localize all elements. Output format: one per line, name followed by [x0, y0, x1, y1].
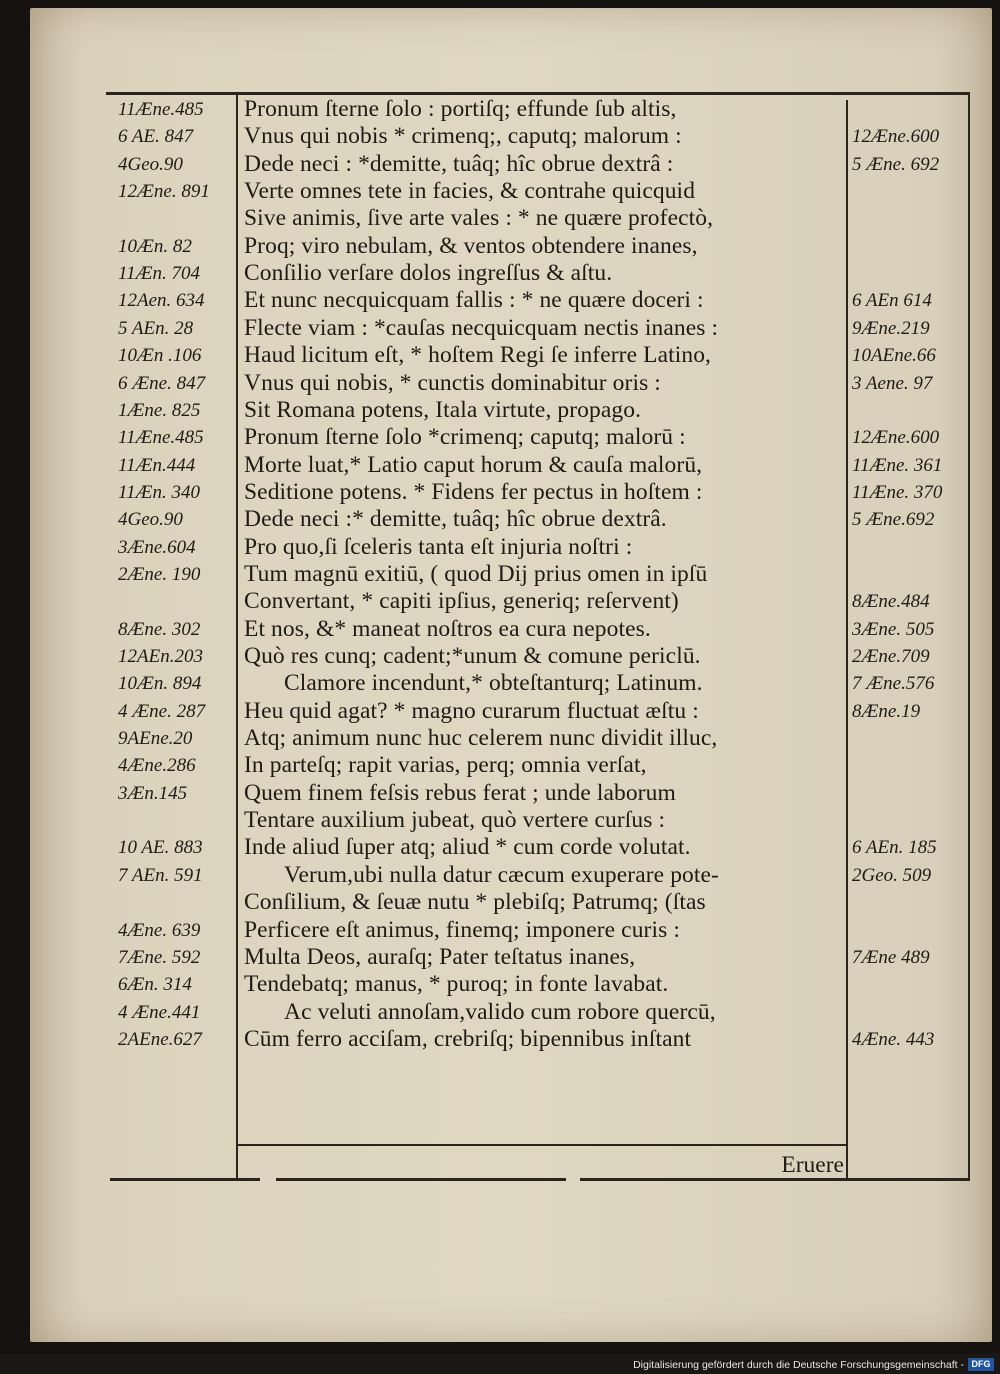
verse-row	[0, 561, 1000, 588]
right-margin-reference: 11Æne. 370	[852, 481, 943, 503]
verse-line: Cūm ferro acciſam, crebriſq; bipennibus inſtant	[244, 1025, 692, 1052]
right-margin-reference: 2Geo. 509	[852, 864, 932, 886]
verse-row	[0, 616, 1000, 643]
verse-row	[0, 260, 1000, 287]
verse-row	[0, 643, 1000, 670]
left-margin-reference: 12Æne. 891	[118, 181, 210, 203]
bottom-inner-rule	[236, 1144, 846, 1146]
verse-line: Dede neci : *demitte, tuâq; hîc obrue dextrâ :	[244, 150, 674, 177]
verse-line: Sive animis, ſive arte vales : * ne quære profectò,	[244, 205, 714, 232]
verse-row	[0, 479, 1000, 506]
verse-line: Quem finem feſsis rebus ferat ; unde laborum	[244, 779, 676, 806]
verse-line: Atq; animum nunc huc celerem nunc dividit illuc,	[244, 725, 718, 752]
verse-row	[0, 889, 1000, 916]
verse-line: Clamore incendunt,* obteſtanturq; Latinum.	[284, 670, 703, 697]
left-margin-reference: 12Aen. 634	[118, 290, 205, 312]
verse-line: Pronum ſterne ſolo *crimenq; caputq; malorū :	[244, 424, 686, 451]
verse-line: Haud licitum eſt, * hoſtem Regi ſe inferre Latino,	[244, 342, 712, 369]
verse-row	[0, 698, 1000, 725]
left-margin-reference: 2Æne. 190	[118, 563, 201, 585]
verse-row	[0, 1026, 1000, 1053]
left-margin-reference: 5 AEn. 28	[118, 317, 194, 339]
verse-line: Verte omnes tete in facies, & contrahe quicquid	[244, 178, 696, 205]
verse-line: Verum,ubi nulla datur cæcum exuperare pote-	[284, 861, 719, 888]
left-margin-reference: 2AEne.627	[118, 1028, 202, 1050]
verse-row	[0, 123, 1000, 150]
verse-row	[0, 452, 1000, 479]
left-margin-reference: 3Æn.145	[118, 782, 188, 804]
right-margin-reference: 4Æne. 443	[852, 1028, 935, 1050]
verse-line: Quò res cunq; cadent;*unum & comune periclū.	[244, 643, 701, 669]
left-margin-reference: 11Æn. 704	[118, 263, 200, 285]
bottom-rule-left	[110, 1178, 260, 1181]
left-margin-reference: 4Geo.90	[118, 153, 183, 175]
right-margin-reference: 10AEne.66	[852, 345, 936, 367]
right-margin-reference: 12Æne.600	[852, 126, 940, 148]
right-margin-reference: 8Æne.19	[852, 700, 921, 722]
verse-line: Tendebatq; manus, * puroq; in fonte lavabat.	[244, 971, 669, 998]
verse-row	[0, 588, 1000, 615]
left-margin-reference: 8Æne. 302	[118, 618, 201, 640]
verse-line: Ac veluti annoſam,valido cum robore quercū,	[284, 998, 716, 1025]
verse-line: Morte luat,* Latio caput horum & cauſa malorū,	[244, 451, 703, 478]
left-margin-reference: 4Æne.286	[118, 755, 196, 777]
right-margin-reference: 3 Aene. 97	[852, 372, 933, 394]
verse-line: Heu quid agat? * magno curarum fluctuat æſtu :	[244, 697, 699, 724]
verse-row	[0, 944, 1000, 971]
right-margin-reference: 3Æne. 505	[852, 618, 935, 640]
right-margin-reference: 2Æne.709	[852, 646, 930, 667]
verse-line: Pronum ſterne ſolo : portiſq; effunde ſub altis,	[244, 96, 677, 122]
left-margin-reference: 7 AEn. 591	[118, 864, 203, 886]
verse-line: Pro quo,ſi ſceleris tanta eſt injuria noſtri :	[244, 533, 633, 560]
left-margin-reference: 7Æne. 592	[118, 946, 201, 968]
left-margin-reference: 1Æne. 825	[118, 399, 201, 421]
left-margin-reference: 10Æn .106	[118, 345, 202, 367]
verse-row	[0, 971, 1000, 998]
left-margin-reference: 10 AE. 883	[118, 837, 203, 859]
verse-row	[0, 862, 1000, 889]
left-margin-reference: 6Æn. 314	[118, 974, 192, 996]
verse-row	[0, 315, 1000, 342]
left-margin-reference: 6 AE. 847	[118, 126, 194, 148]
right-margin-reference: 7Æne 489	[852, 946, 930, 968]
left-margin-reference: 4 Æne.441	[118, 1001, 201, 1023]
verse-line: Vnus qui nobis, * cunctis dominabitur oris :	[244, 369, 661, 396]
verse-row	[0, 807, 1000, 834]
right-margin-reference: 5 Æne. 692	[852, 153, 940, 175]
verse-row	[0, 917, 1000, 944]
verse-line: Perficere eſt animus, finemq; imponere curis :	[244, 916, 680, 943]
verse-line: Et nunc necquicquam fallis : * ne quære doceri :	[244, 287, 704, 314]
verse-row	[0, 670, 1000, 697]
left-margin-reference: 11Æne.485	[118, 427, 204, 449]
verse-line: Sit Romana potens, Itala virtute, propago.	[244, 396, 642, 423]
digitization-credit: Digitalisierung gefördert durch die Deutsche Forschungsgemeinschaft -	[633, 1359, 964, 1371]
right-margin-reference: 12Æne.600	[852, 427, 940, 449]
verse-row	[0, 342, 1000, 369]
verse-row	[0, 96, 1000, 123]
left-margin-reference: 12AEn.203	[118, 646, 203, 667]
right-margin-reference: 11Æne. 361	[852, 454, 943, 476]
verse-line: Multa Deos, auraſq; Pater teſtatus inanes,	[244, 943, 636, 970]
verse-row	[0, 287, 1000, 314]
bottom-rule-middle	[276, 1178, 566, 1181]
left-margin-reference: 4Æne. 639	[118, 919, 201, 941]
verse-line: Proq; viro nebulam, & ventos obtendere inanes,	[244, 232, 698, 259]
left-margin-reference: 9AEne.20	[118, 728, 193, 750]
verse-line: Dede neci :* demitte, tuâq; hîc obrue dextrâ.	[244, 506, 667, 533]
left-margin-reference: 11Æne.485	[118, 99, 204, 120]
right-margin-reference: 5 Æne.692	[852, 509, 935, 531]
left-margin-reference: 3Æne.604	[118, 536, 196, 558]
left-margin-reference: 11Æn.444	[118, 454, 196, 476]
left-margin-reference: 6 Æne. 847	[118, 372, 206, 394]
verse-row	[0, 999, 1000, 1026]
left-margin-reference: 11Æn. 340	[118, 481, 200, 503]
right-margin-reference: 8Æne.484	[852, 591, 930, 613]
verse-line: Convertant, * capiti ipſius, generiq; reſervent)	[244, 588, 679, 615]
verse-row	[0, 752, 1000, 779]
verse-row	[0, 534, 1000, 561]
catchword: Eruere	[781, 1152, 844, 1178]
verse-row	[0, 178, 1000, 205]
verse-row	[0, 233, 1000, 260]
verse-row	[0, 780, 1000, 807]
verse-line: Tentare auxilium jubeat, quò vertere curſus :	[244, 807, 666, 834]
verse-row	[0, 151, 1000, 178]
verse-row	[0, 506, 1000, 533]
verse-line: Inde aliud ſuper atq; aliud * cum corde volutat.	[244, 834, 691, 861]
verse-row	[0, 370, 1000, 397]
verse-row	[0, 424, 1000, 451]
verse-row	[0, 397, 1000, 424]
verse-row	[0, 834, 1000, 861]
verse-line: Flecte viam : *cauſas necquicquam nectis inanes :	[244, 314, 719, 341]
right-margin-reference: 9Æne.219	[852, 317, 930, 339]
left-margin-reference: 4 Æne. 287	[118, 700, 206, 722]
verse-line: In parteſq; rapit varias, perq; omnia verſat,	[244, 752, 647, 779]
dfg-logo: DFG	[968, 1358, 994, 1371]
verse-line: Conſilio verſare dolos ingreſſus & aſtu.	[244, 260, 613, 287]
verse-line: Conſilium, & ſeuæ nutu * plebiſq; Patrumq; (ſtas	[244, 889, 706, 916]
right-margin-reference: 7 Æne.576	[852, 673, 935, 695]
right-margin-reference: 6 AEn. 185	[852, 837, 937, 859]
right-margin-reference: 6 AEn 614	[852, 290, 932, 312]
verse-row	[0, 725, 1000, 752]
left-margin-reference: 10Æn. 894	[118, 673, 202, 695]
verse-line: Et nos, &* maneat noſtros ea cura nepotes.	[244, 615, 651, 642]
verse-line: Seditione potens. * Fidens fer pectus in hoſtem :	[244, 478, 703, 505]
verse-row	[0, 205, 1000, 232]
left-margin-reference: 4Geo.90	[118, 509, 183, 531]
verse-line: Tum magnū exitiū, ( quod Dij prius omen in ipſū	[244, 560, 708, 587]
left-margin-reference: 10Æn. 82	[118, 235, 192, 257]
verse-line: Vnus qui nobis * crimenq;, caputq; malorum :	[244, 123, 682, 150]
